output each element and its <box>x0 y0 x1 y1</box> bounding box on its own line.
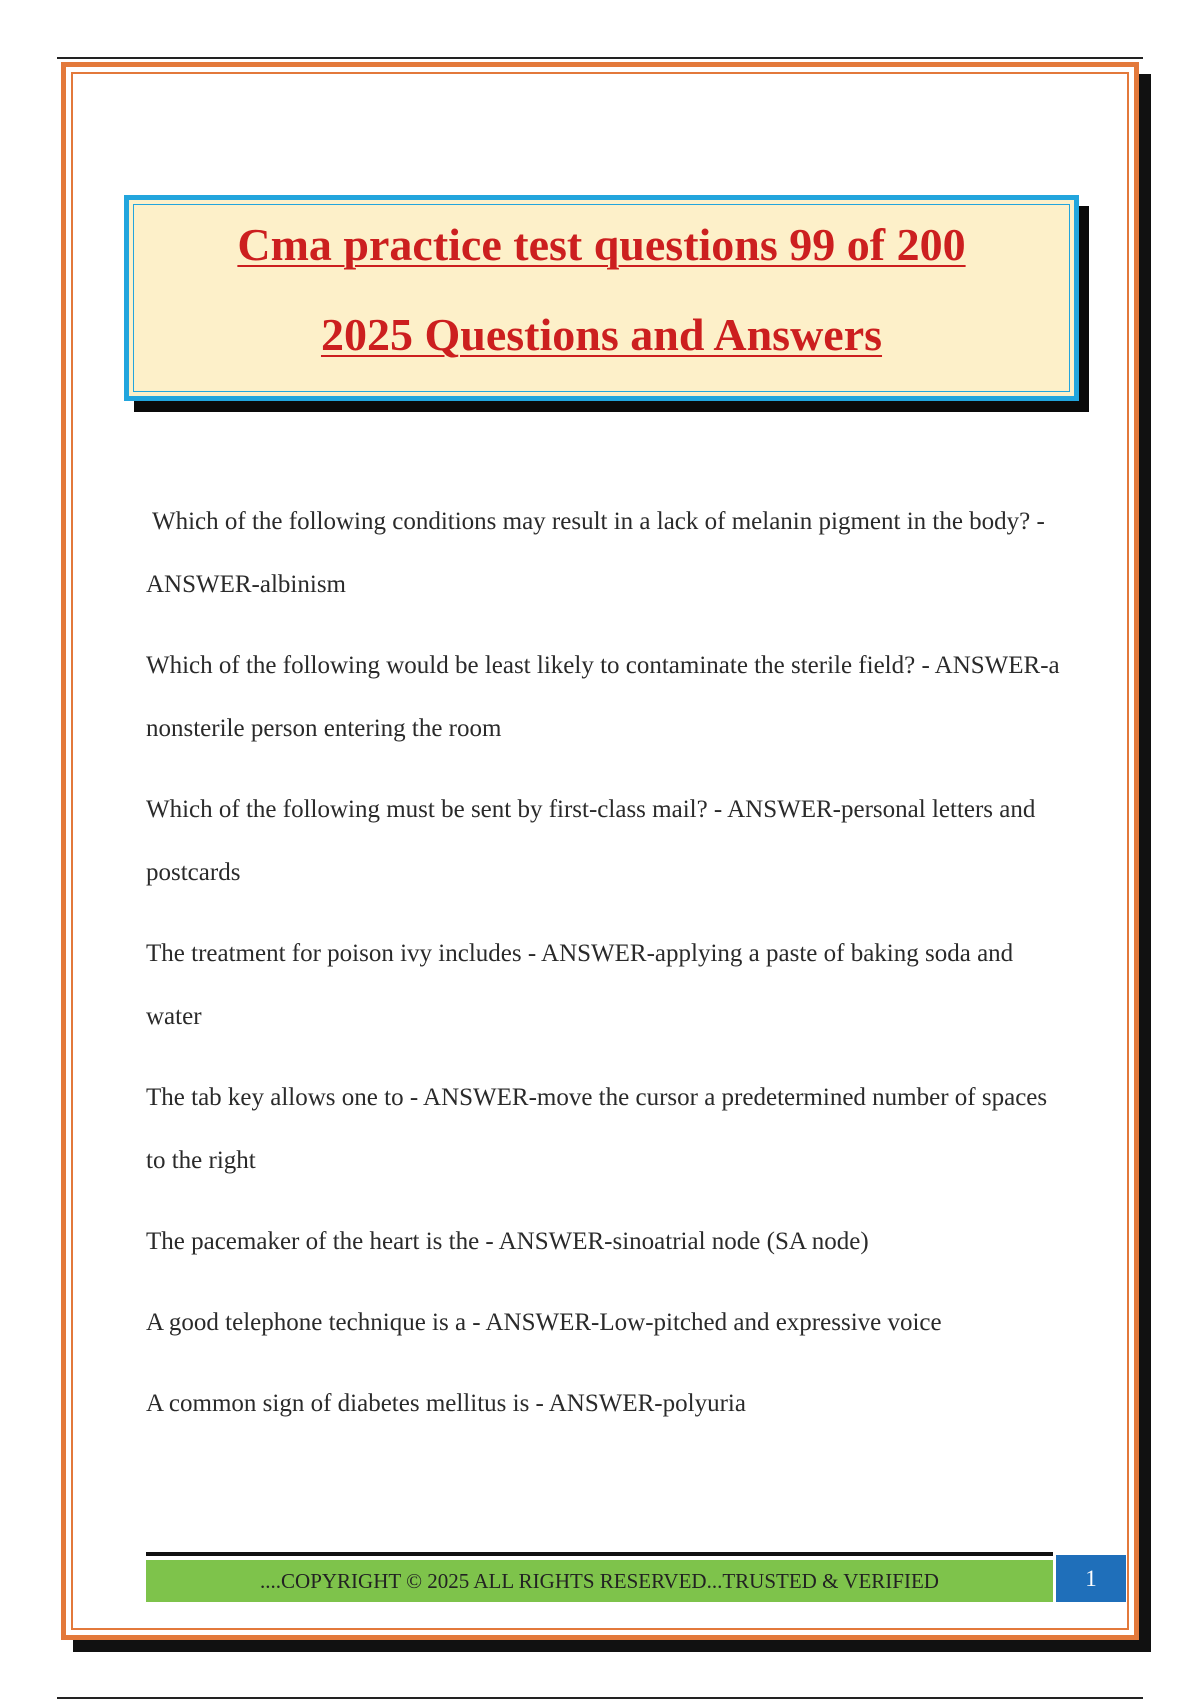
qa-item: The tab key allows one to - ANSWER-move the cursor a predetermined number of spaces to the right <box>146 1084 1048 1174</box>
qa-item: Which of the following would be least likely to contaminate the sterile field? - ANSWER-a nonsterile person entering the room <box>146 652 1060 742</box>
qa-item: A good telephone technique is a - ANSWER-Low-pitched and expressive voice <box>146 1309 942 1336</box>
qa-item: Which of the following must be sent by first-class mail? - ANSWER-personal letters and postcards <box>146 796 1036 886</box>
top-rule <box>57 57 1143 59</box>
document-title-line-2: 2025 Questions and Answers <box>320 309 883 360</box>
qa-item: A common sign of diabetes mellitus is - ANSWER-polyuria <box>146 1390 746 1417</box>
document-title-line-1: Cma practice test questions 99 of 200 <box>237 219 966 270</box>
page-number: 1 <box>1056 1555 1126 1602</box>
title-box <box>124 195 1079 401</box>
bottom-rule <box>57 1697 1143 1699</box>
question-answer-list <box>146 490 1061 1453</box>
copyright-footer: ....COPYRIGHT © 2025 ALL RIGHTS RESERVED...TRUSTED & VERIFIED <box>146 1560 1053 1602</box>
qa-item: Which of the following conditions may result in a lack of melanin pigment in the body? - ANSWER-albinism <box>146 508 1045 598</box>
qa-item: The pacemaker of the heart is the - ANSWER-sinoatrial node (SA node) <box>146 1228 869 1255</box>
qa-item: The treatment for poison ivy includes - ANSWER-applying a paste of baking soda and water <box>146 940 1014 1030</box>
footer-rule <box>146 1552 1053 1556</box>
